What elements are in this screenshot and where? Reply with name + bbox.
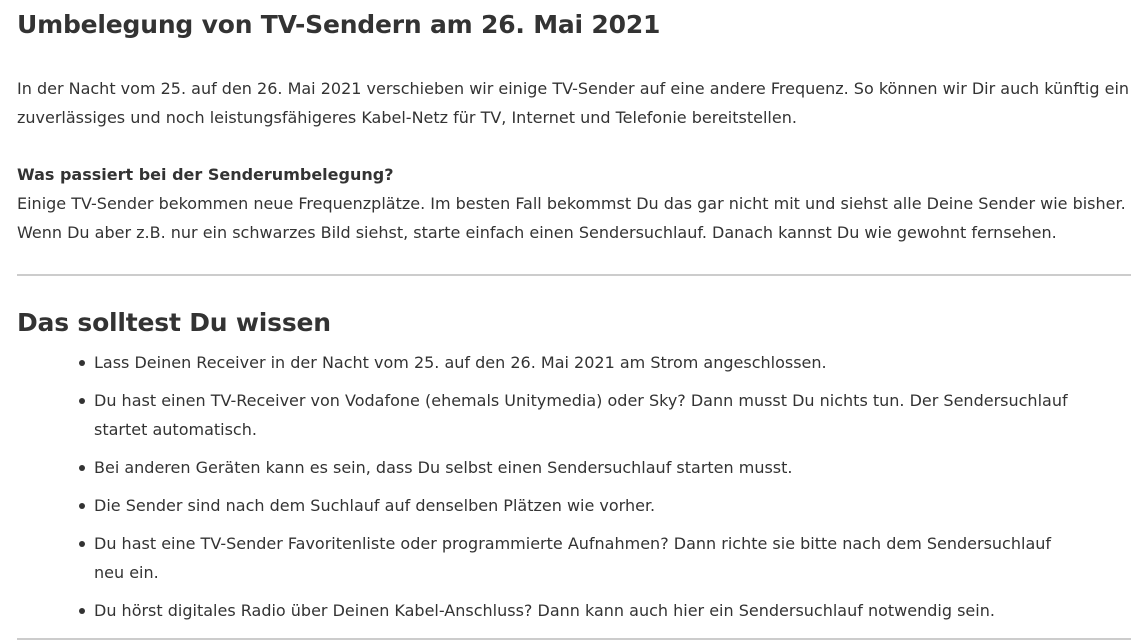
section-divider-top xyxy=(17,274,1131,276)
facts-list xyxy=(17,348,1131,625)
intro-line-2: zuverlässiges und noch leistungsfähigeres Kabel-Netz für TV, Internet und Telefonie bereitstellen. xyxy=(17,108,797,127)
list-item-text: Du hast eine TV-Sender Favoritenliste oder programmierte Aufnahmen? Dann richte sie bitte nach dem Sendersuchlauf neu ein. xyxy=(94,534,1052,582)
what-happens-line-2: Wenn Du aber z.B. nur ein schwarzes Bild siehst, starte einfach einen Sendersuchlauf. Danach kannst Du wie gewohnt fernsehen. xyxy=(17,223,1057,242)
list-item xyxy=(94,529,1131,587)
facts-title: Das solltest Du wissen xyxy=(17,308,331,337)
intro-line-1: In der Nacht vom 25. auf den 26. Mai 2021 verschieben wir einige TV-Sender auf eine andere Frequenz. So können wir Dir auch künftig ein xyxy=(17,79,1130,98)
list-item-text: Bei anderen Geräten kann es sein, dass Du selbst einen Sendersuchlauf starten musst. xyxy=(94,458,793,477)
page-title: Umbelegung von TV-Sendern am 26. Mai 2021 xyxy=(17,10,661,39)
list-item-text: Lass Deinen Receiver in der Nacht vom 25. auf den 26. Mai 2021 am Strom angeschlossen. xyxy=(94,353,827,372)
intro-paragraph xyxy=(17,74,1131,132)
bullet-icon xyxy=(79,465,85,471)
bullet-icon xyxy=(79,398,85,404)
list-item xyxy=(94,348,1131,377)
list-item xyxy=(94,491,1131,520)
list-item-text: Die Sender sind nach dem Suchlauf auf denselben Plätzen wie vorher. xyxy=(94,496,656,515)
list-item xyxy=(94,596,1131,625)
list-item-text: Du hörst digitales Radio über Deinen Kabel-Anschluss? Dann kann auch hier ein Sendersuchlauf notwendig sein. xyxy=(94,601,995,620)
bullet-icon xyxy=(79,503,85,509)
what-happens-question: Was passiert bei der Senderumbelegung? xyxy=(17,165,394,184)
bullet-icon xyxy=(79,608,85,614)
bullet-icon xyxy=(79,360,85,366)
list-item xyxy=(94,453,1131,482)
bullet-icon xyxy=(79,541,85,547)
list-item-text: Du hast einen TV-Receiver von Vodafone (ehemals Unitymedia) oder Sky? Dann musst Du nichts tun. Der Sendersuchlauf startet automatisch. xyxy=(94,391,1068,439)
what-happens-section xyxy=(17,160,1131,247)
list-item xyxy=(94,386,1131,444)
what-happens-line-1: Einige TV-Sender bekommen neue Frequenzplätze. Im besten Fall bekommst Du das gar nicht mit und siehst alle Deine Sender wie bisher. xyxy=(17,194,1126,213)
